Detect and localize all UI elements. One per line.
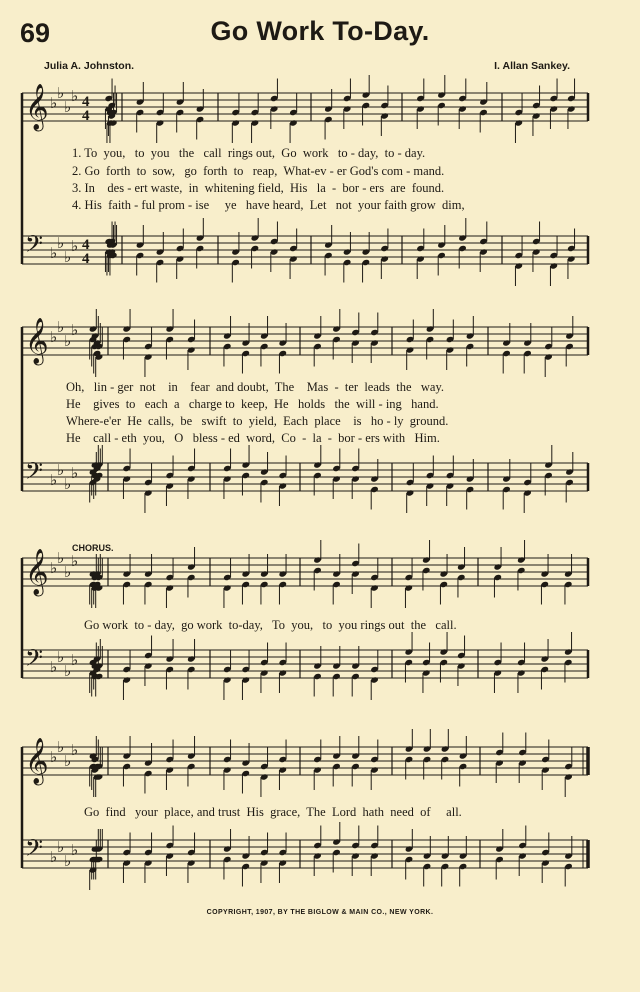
flat-icon: ♭ — [71, 651, 79, 669]
verse-2-line-1: 2. Go forth to sow, go forth to reap, What-ev - er God's com - mand. — [72, 164, 445, 178]
verse-3-line-2: Where-e'er He calls, be swift to yield, Each place is ho - ly ground. — [66, 414, 449, 428]
verse-2-line-2: He gives to each a charge to keep, He holds the will - ing hand. — [66, 397, 439, 411]
time-signature-top: 4 — [82, 237, 90, 253]
chorus-line-1: Go work to - day, go work to-day, To you, to you rings out the call. — [84, 618, 457, 632]
flat-icon: ♭ — [64, 98, 72, 116]
treble-clef-icon: 𝄞 — [25, 84, 49, 130]
flat-icon: ♭ — [71, 841, 79, 859]
flat-icon: ♭ — [57, 838, 65, 856]
flat-icon: ♭ — [71, 237, 79, 255]
flat-icon: ♭ — [71, 741, 79, 759]
chorus-line-2: Go find your place, and trust His grace, The Lord hath need of all. — [84, 805, 462, 819]
flat-icon: ♭ — [57, 648, 65, 666]
flat-icon: ♭ — [57, 84, 65, 102]
bass-clef-icon: 𝄢 — [25, 230, 44, 263]
flat-icon: ♭ — [50, 848, 58, 866]
time-signature-top: 4 — [82, 94, 90, 110]
flat-icon: ♭ — [50, 658, 58, 676]
author-credit: Julia A. Johnston. — [44, 60, 135, 72]
flat-icon: ♭ — [50, 559, 58, 577]
verse-4-line-2: He call - eth you, O bless - ed word, Co - la - bor - ers with Him. — [66, 431, 440, 445]
time-signature-bottom: 4 — [82, 108, 90, 124]
flat-icon: ♭ — [64, 332, 72, 350]
flat-icon: ♭ — [50, 471, 58, 489]
flat-icon: ♭ — [50, 244, 58, 262]
treble-clef-icon: 𝄞 — [25, 549, 49, 595]
composer-credit: I. Allan Sankey. — [494, 60, 570, 72]
flat-icon: ♭ — [57, 549, 65, 567]
flat-icon: ♭ — [50, 748, 58, 766]
flat-icon: ♭ — [71, 464, 79, 482]
flat-icon: ♭ — [71, 321, 79, 339]
bass-clef-icon: 𝄢 — [25, 457, 44, 490]
copyright-notice: COPYRIGHT, 1907, BY THE BIGLOW & MAIN CO., NEW YORK. — [206, 909, 434, 916]
flat-icon: ♭ — [57, 318, 65, 336]
flat-icon: ♭ — [57, 234, 65, 252]
hymn-title: Go Work To-Day. — [210, 16, 430, 46]
bass-clef-icon: 𝄢 — [25, 644, 44, 677]
bass-clef-icon: 𝄢 — [25, 834, 44, 867]
verse-3-line-1: 3. In des - ert waste, in whitening field, His la - bor - ers are found. — [72, 181, 445, 195]
chorus-label: CHORUS. — [72, 543, 114, 553]
flat-icon: ♭ — [50, 328, 58, 346]
verse-1-line-1: 1. To you, to you the call rings out, Go work to - day, to - day. — [72, 146, 426, 160]
time-signature-bottom: 4 — [82, 251, 90, 267]
flat-icon: ♭ — [64, 752, 72, 770]
flat-icon: ♭ — [57, 738, 65, 756]
treble-clef-icon: 𝄞 — [25, 318, 49, 364]
flat-icon: ♭ — [71, 87, 79, 105]
flat-icon: ♭ — [64, 475, 72, 493]
verse-4-line-1: 4. His faith - ful prom - ise ye have heard, Let not your faith grow dim, — [72, 198, 465, 212]
flat-icon: ♭ — [64, 662, 72, 680]
flat-icon: ♭ — [57, 461, 65, 479]
flat-icon: ♭ — [64, 563, 72, 581]
flat-icon: ♭ — [71, 552, 79, 570]
flat-icon: ♭ — [50, 94, 58, 112]
flat-icon: ♭ — [64, 852, 72, 870]
treble-clef-icon: 𝄞 — [25, 738, 49, 784]
hymn-number: 69 — [20, 18, 51, 48]
flat-icon: ♭ — [64, 248, 72, 266]
verse-1-line-2: Oh, lin - ger not in fear and doubt, The Mas - ter leads the way. — [66, 380, 445, 394]
